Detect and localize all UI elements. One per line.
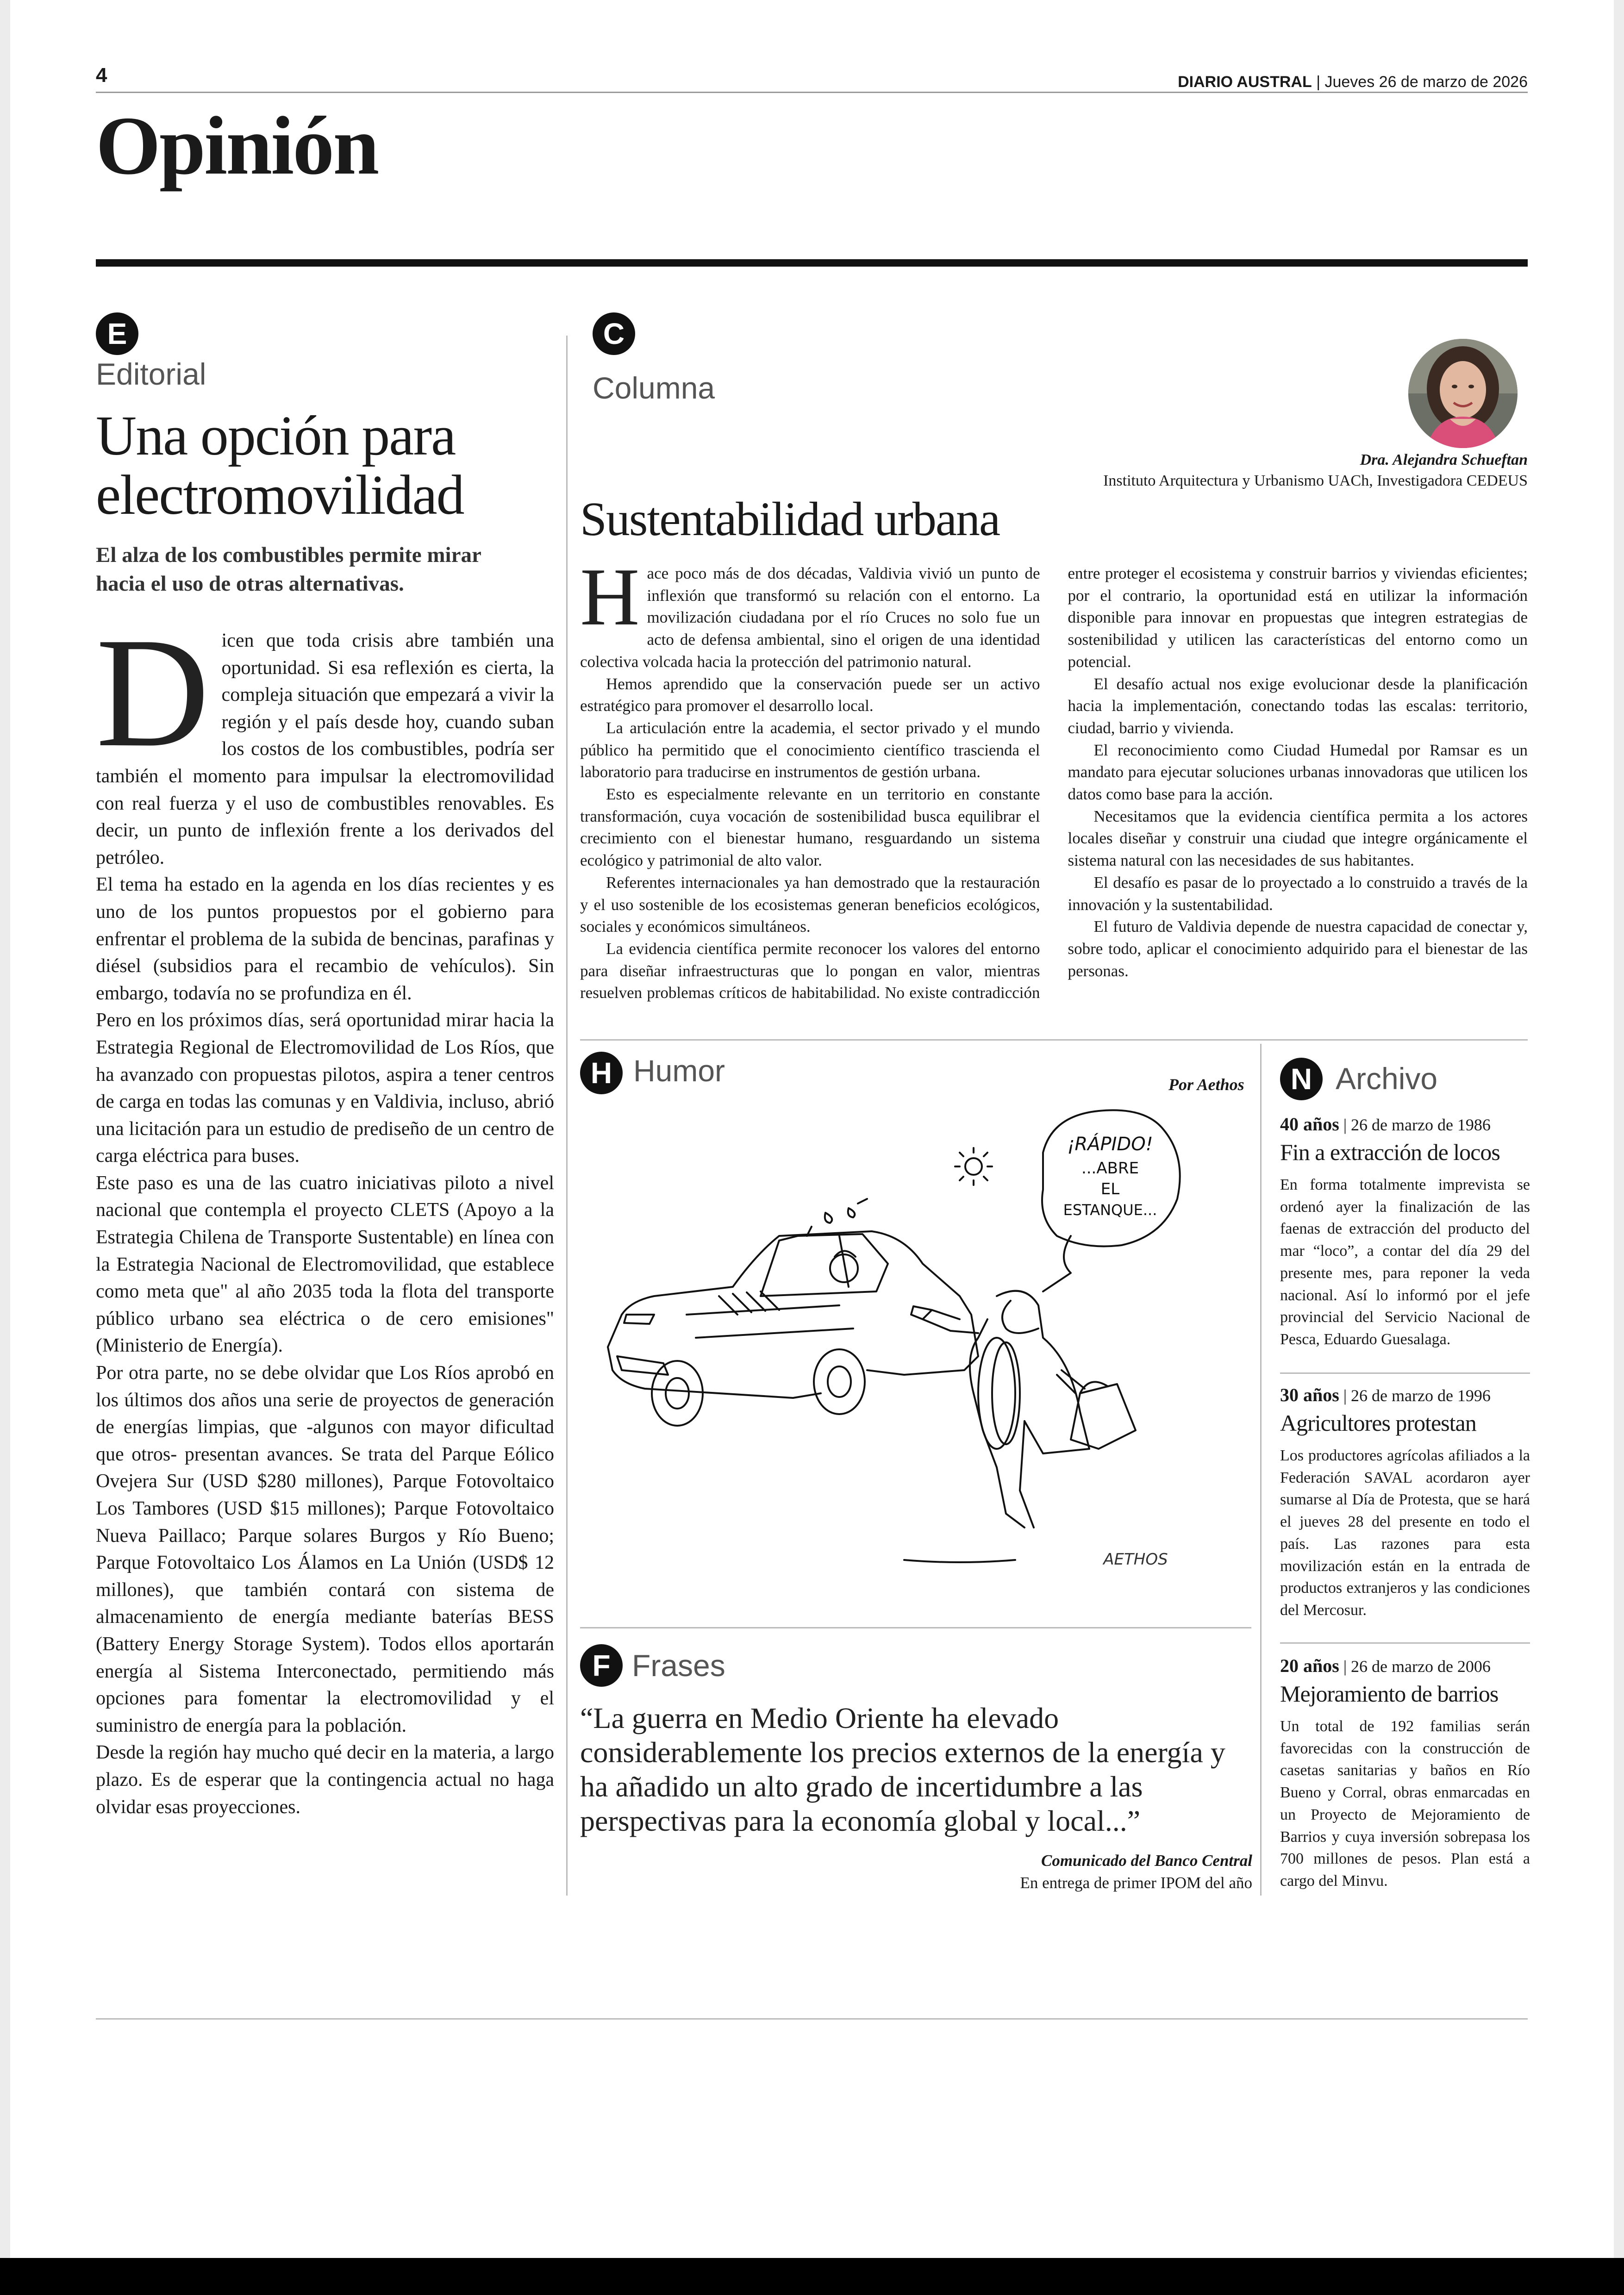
column-paragraph: El futuro de Valdivia depende de nuestra capacidad de conectar y, sobre todo, aplicar el conocimiento adquirido para el bienestar de las personas.: [1068, 917, 1528, 980]
column-paragraph: Referentes internacionales ya han demostrado que la restauración y el uso sostenible de los ecosistemas generan beneficios ecológicos, sociales y económicos simultáneos.: [580, 873, 1040, 936]
column-kicker: Columna: [593, 371, 715, 405]
editorial-dropcap: D: [96, 605, 210, 780]
archivo-body: Los productores agrícolas afiliados a la Federación SAVAL acordaron ayer sumarse al Día de Protesta, que se hará el jueves 28 del presente en todo el país. Las razones para esta movilización están en la entrada de productos extranjeros y las condiciones del Mercosur.: [1280, 1447, 1530, 1619]
page-bottom-rule: [96, 2018, 1528, 2020]
bubble-line-4: ESTANQUE...: [1063, 1201, 1157, 1219]
editorial-paragraph: El tema ha estado en la agenda en los días recientes y es uno de los puntos propuestos por el gobierno para enfrentar el problema de la subida de bencinas, parafinas y diésel (subsidios para el recambio de vehículos). Sin embargo, todavía no se profundiza en él.: [96, 874, 554, 1004]
archivo-divider: [1280, 1642, 1530, 1644]
column-paragraph: ace poco más de dos décadas, Valdivia vivió un punto de inflexión que transformó su relación con el entorno. La movilización ciudadana por el río Cruces no solo fue un acto de defensa ambiental, sino el origen de una identidad colectiva volcada hacia la protección del patrimonio natural.: [580, 564, 1040, 671]
editorial-paragraph: Desde la región hay mucho qué decir en la materia, a largo plazo. Es de esperar que la contingencia actual no haga olvidar esas proyecciones.: [96, 1742, 554, 1818]
author-photo: [1407, 338, 1518, 449]
column-title: Sustentabilidad urbana: [580, 493, 1000, 546]
archivo-date: | 26 de marzo de 1986: [1339, 1116, 1491, 1134]
archivo-divider: [1280, 1372, 1530, 1374]
masthead: [1178, 73, 1528, 91]
section-rule: [96, 259, 1528, 267]
column-paragraph: El reconocimiento como Ciudad Humedal por Ramsar es un mandato para ejecutar soluciones urbanas innovadoras que utilicen los datos como base para la acción.: [1068, 741, 1528, 804]
archivo-item: [1280, 1655, 1530, 1892]
archivo-years: 20 años: [1280, 1655, 1339, 1676]
archivo-date: | 26 de marzo de 1996: [1339, 1386, 1491, 1405]
editorial-subtitle: El alza de los combustibles permite mirar hacia el uso de otras alternativas.: [96, 543, 481, 596]
archivo-years: 40 años: [1280, 1114, 1339, 1135]
archivo-body: En forma totalmente imprevista se ordenó ayer la finalización de las faenas de extracción del producto del mar “loco”, a contar del día 29 del presente mes, para reponer la veda nacional. Así lo informó por el jefe provincial del Servicio Nacional de Pesca, Eduardo Guesalaga.: [1280, 1176, 1530, 1348]
column-paragraph: Necesitamos que la evidencia científica permita a los actores locales diseñar y construir una ciudad que integre orgánicamente el sistema natural con las necesidades de sus habitantes.: [1068, 807, 1528, 870]
cartoon-signature: AETHOS: [1103, 1550, 1168, 1569]
bubble-line-2: ...ABRE: [1081, 1159, 1139, 1178]
archivo-body: Un total de 192 familias serán favorecidas con la construcción de casetas sanitarias y baños en Río Bueno y Corral, obras enmarcadas en un Proyecto de Mejoramiento de Barrios y cuya inversión sobrepasa los 700 millones de pesos. Plan está a cargo del Minvu.: [1280, 1718, 1530, 1890]
editorial-paragraph: Por otra parte, no se debe olvidar que Los Ríos aprobó en los últimos dos años una serie de proyectos de generación de energías limpias, que -algunos con mayor dificultad que otros- presentan avances. Se trata del Parque Eólico Ovejera Sur (USD $280 millones), Parque Fotovoltaico Los Tambores (USD $15 millones); Parque Fotovoltaico Nueva Paillaco; Parque solares Burgos y Río Bueno; Parque Fotovoltaico Los Álamos en La Unión (USD$ 12 millones), que también contará con sistema de almacenamiento de energía mediante baterías BESS (Battery Energy Storage System). Todos ellos aportarán energía al Sistema Interconectado, permitiendo más opciones para fomentar la electromovilidad y el suministro de energía para la población.: [96, 1362, 554, 1736]
editorial-body: [96, 605, 554, 1821]
editorial-paragraph: Pero en los próximos días, será oportunidad mirar hacia la Estrategia Regional de Electromovilidad de Los Ríos, que ha avanzado con propuestas pilotos, aspira a tener centros de carga en todas las comunas y en Valdivia, incluso, abrió una licitación para un estudio de prediseño de un centro de carga eléctrica para buses.: [96, 1010, 554, 1167]
masthead-name: DIARIO AUSTRAL: [1178, 73, 1312, 91]
editorial-paragraph: icen que toda crisis abre también una oportunidad. Si esa reflexión es cierta, la compleja situación que empezará a vivir la región y el país desde hoy, cuando suban los costos de los combustibles, podría ser también el momento para impulsar la electromovilidad con real fuerza y el uso de combustibles renovables. Es decir, un punto de inflexión frente a los derivados del petróleo.: [96, 630, 554, 868]
page-number: 4: [96, 64, 107, 87]
column-paragraph: La evidencia científica permite reconocer los valores del entorno para diseñar infraestructuras que lo pongan en valor, mientras resuelven problemas críticos de habitabilidad. No existe contradicción entre proteger el ecosistema y construir barrios y viviendas eficientes; por el contrario, la oportunidad está en utilizar la información disponible para innovar en propuestas que integren estrategias de sostenibilidad y utilicen las características del entorno como un potencial.: [580, 564, 1528, 1002]
frases-quote: “La guerra en Medio Oriente ha elevado considerablemente los precios externos de la energía y ha añadido un alto grado de incertidumbre a las perspectivas para la economía global y local...”: [580, 1702, 1225, 1837]
humor-kicker: Humor: [633, 1054, 725, 1088]
column-author: Dra. Alejandra Schueftan: [1360, 451, 1528, 468]
bubble-line-3: EL: [1100, 1180, 1120, 1198]
column-divider-1: [566, 336, 568, 1896]
page-edge-left: [0, 0, 10, 2295]
humor-bottom-rule: [580, 1627, 1251, 1628]
column-affiliation: Instituto Arquitectura y Urbanismo UACh, Investigadora CEDEUS: [1103, 472, 1528, 489]
editorial-title: Una opción para electromovilidad: [96, 405, 464, 526]
archivo-badge: N: [1280, 1058, 1323, 1100]
archivo-kicker: Archivo: [1336, 1061, 1438, 1096]
frases-badge: F: [580, 1644, 623, 1687]
section-title: Opinión: [96, 100, 378, 192]
archivo-years: 30 años: [1280, 1384, 1339, 1405]
column-paragraph: Hemos aprendido que la conservación puede ser un activo estratégico para promover el desarrollo local.: [580, 674, 1040, 715]
frases-kicker: Frases: [632, 1648, 725, 1683]
archivo-item: [1280, 1384, 1530, 1621]
column-paragraph: Esto es especialmente relevante en un territorio en constante transformación, cuya vocación de sostenibilidad busca equilibrar el crecimiento con el bienestar humano, resguardando un sistema ecológico y patrimonial de alto valor.: [580, 785, 1040, 870]
column-paragraph: La articulación entre la academia, el sector privado y el mundo público ha permitido que el conocimiento científico trascienda el laboratorio para traducirse en instrumentos de gestión urbana.: [580, 718, 1040, 781]
humor-cartoon: [580, 1097, 1251, 1620]
editorial-badge: E: [96, 312, 138, 355]
archivo-headline: Mejoramiento de barrios: [1280, 1681, 1499, 1707]
masthead-date: Jueves 26 de marzo de 2026: [1324, 73, 1528, 91]
column-paragraph: El desafío actual nos exige evolucionar desde la planificación hacia la implementación, conectando todas las escalas: territorio, ciudad, barrio y vivienda.: [1068, 674, 1528, 737]
humor-badge: H: [580, 1052, 623, 1094]
frases-source: Comunicado del Banco Central: [1041, 1852, 1252, 1870]
column-paragraph: El desafío es pasar de lo proyectado a lo construido a través de la innovación y la sustentabilidad.: [1068, 873, 1528, 914]
editorial-paragraph: Este paso es una de las cuatro iniciativas piloto a nivel nacional que contempla el proyecto CLETS (Apoyo a la Estrategia Chilena de Transporte Sustentable) en línea con la Estrategia Nacional de Electromovilidad, que establece como meta que" al año 2035 toda la flota del transporte público urbano sea eléctrica o de cero emisiones" (Ministerio de Energía).: [96, 1172, 554, 1357]
bubble-line-1: ¡RÁPIDO!: [1067, 1134, 1153, 1155]
column-bottom-rule: [580, 1039, 1528, 1041]
frases-note: En entrega de primer IPOM del año: [1020, 1874, 1252, 1892]
column-body: [580, 551, 1528, 1016]
archivo-headline: Fin a extracción de locos: [1280, 1139, 1500, 1165]
editorial-kicker: Editorial: [96, 357, 206, 391]
column-divider-2: [1260, 1044, 1262, 1896]
humor-byline: Por Aethos: [1168, 1075, 1244, 1094]
archivo-item: [1280, 1113, 1530, 1351]
archivo-headline: Agricultores protestan: [1280, 1410, 1476, 1436]
masthead-sep: |: [1312, 73, 1325, 91]
header-rule: [96, 92, 1528, 93]
viewer-bottom-bar: [0, 2258, 1624, 2295]
column-badge: C: [593, 312, 635, 355]
column-dropcap: H: [580, 551, 640, 642]
archivo-date: | 26 de marzo de 2006: [1339, 1657, 1491, 1676]
page-edge-right: [1614, 0, 1624, 2295]
